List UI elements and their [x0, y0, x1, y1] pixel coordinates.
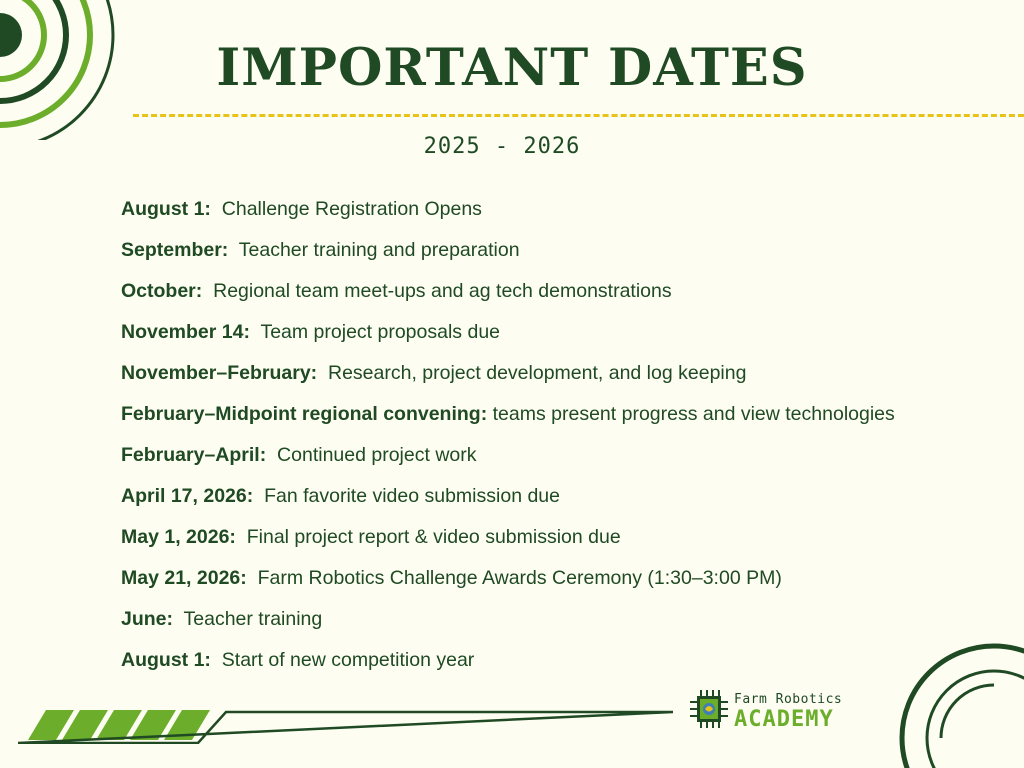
date-description: Team project proposals due	[260, 321, 501, 343]
concentric-rings-decoration-bottom-right	[894, 638, 1024, 768]
date-description: Regional team meet-ups and ag tech demonstrations	[213, 280, 672, 302]
date-description: Teacher training and preparation	[238, 239, 520, 261]
date-item	[121, 238, 895, 279]
year-range: 2025 - 2026	[423, 134, 581, 159]
date-description: Final project report & video submission due	[246, 526, 621, 548]
date-label: October:	[121, 280, 203, 302]
date-description: teams present progress and view technologies	[492, 403, 895, 425]
date-item	[121, 525, 895, 566]
date-description: Start of new competition year	[221, 649, 475, 671]
date-label: May 21, 2026:	[121, 567, 247, 589]
date-label: August 1:	[121, 649, 211, 671]
date-description: Continued project work	[277, 444, 477, 466]
date-label: May 1, 2026:	[121, 526, 236, 548]
date-label: September:	[121, 239, 229, 261]
robot-chip-icon	[690, 690, 728, 730]
date-description: Teacher training	[183, 608, 323, 630]
date-description: Farm Robotics Challenge Awards Ceremony (1:30–3:00 PM)	[257, 567, 782, 589]
date-item	[121, 607, 895, 648]
date-label: August 1:	[121, 198, 211, 220]
date-description: Research, project development, and log keeping	[328, 362, 747, 384]
page-title: IMPORTANT DATES	[216, 38, 808, 98]
dashed-divider	[133, 114, 1024, 117]
date-item	[121, 361, 895, 402]
date-item	[121, 279, 895, 320]
date-label: November 14:	[121, 321, 250, 343]
logo-line-2: ACADEMY	[734, 707, 834, 732]
date-item	[121, 484, 895, 525]
farm-robotics-academy-logo	[690, 690, 860, 734]
date-description: Challenge Registration Opens	[221, 198, 482, 220]
date-item	[121, 566, 895, 607]
date-label: June:	[121, 608, 174, 630]
date-label: February–Midpoint regional convening:	[121, 403, 488, 425]
diagonal-stripes-decoration	[18, 708, 678, 744]
important-dates-list	[121, 197, 895, 689]
date-item	[121, 648, 895, 689]
date-label: November–February:	[121, 362, 318, 384]
date-description: Fan favorite video submission due	[264, 485, 560, 507]
date-item	[121, 197, 895, 238]
date-label: April 17, 2026:	[121, 485, 254, 507]
date-item	[121, 443, 895, 484]
logo-line-1: Farm Robotics	[734, 692, 843, 707]
date-item	[121, 402, 895, 443]
date-label: February–April:	[121, 444, 267, 466]
date-item	[121, 320, 895, 361]
